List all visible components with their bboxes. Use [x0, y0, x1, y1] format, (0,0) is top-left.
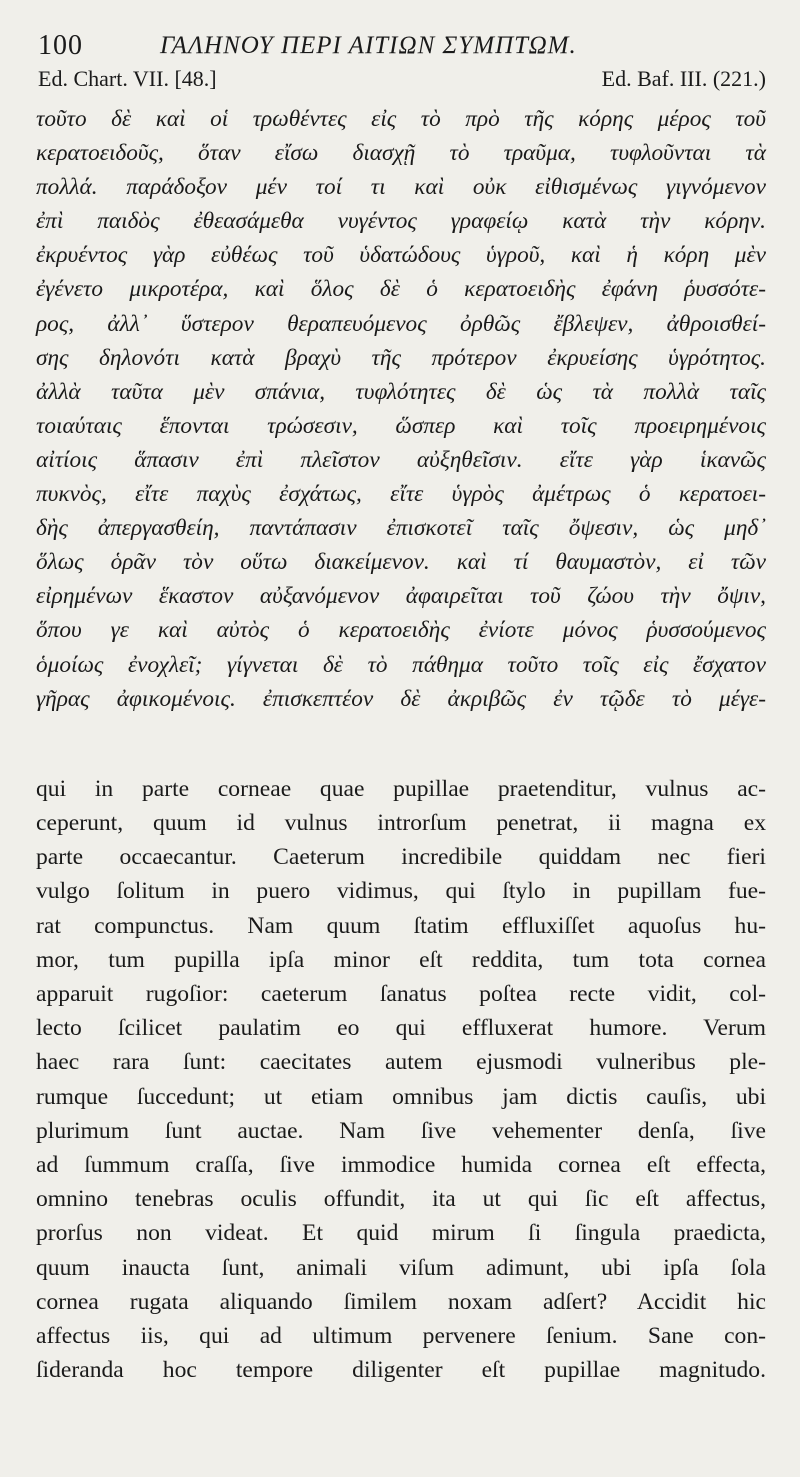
- edition-references: [36, 66, 766, 102]
- greek-line: πυκνὸς, εἴτε παχὺς ἐσχάτως, εἴτε ὑγρὸς ἀμέτρως ὁ κερατοει-: [36, 481, 766, 508]
- greek-line: τοῦτο δὲ καὶ οἱ τρωθέντες εἰς τὸ πρὸ τῆς κόρης μέρος τοῦ: [36, 106, 766, 132]
- latin-line: cornea rugata aliquando ſimilem noxam adſert? Accidit hic: [36, 1288, 766, 1315]
- greek-line: πολλά. παράδοξον μέν τοί τι καὶ οὐκ εἰθισμένως γιγνόμενον: [36, 174, 766, 201]
- latin-line: qui in parte corneae quae pupillae praetenditur, vulnus ac-: [36, 775, 766, 802]
- latin-line: vulgo ſolitum in puero vidimus, qui ſtylo in pupillam fue-: [36, 878, 766, 905]
- greek-line: κερατοειδοῦς, ὅταν εἴσω διασχῇ τὸ τραῦμα, τυφλοῦνται τὰ: [36, 140, 766, 167]
- greek-line: ὁμοίως ἐνοχλεῖ; γίγνεται δὲ τὸ πάθημα τοῦτο τοῖς εἰς ἔσχατον: [36, 651, 766, 678]
- latin-line: parte occaecantur. Caeterum incredibile quiddam nec fieri: [36, 844, 766, 871]
- greek-line: σης δηλονότι κατὰ βραχὺ τῆς πρότερον ἐκρυείσης ὑγρότητος.: [36, 344, 766, 371]
- latin-line: lecto ſcilicet paulatim eo qui effluxerat humore. Verum: [36, 1015, 766, 1042]
- running-title: ΓΑΛΗΝΟΥ ΠΕΡΙ ΑΙΤΙΩΝ ΣΥΜΠΤΩΜ.: [160, 32, 577, 59]
- latin-line: ceperunt, quum id vulnus introrſum penetrat, ii magna ex: [36, 809, 766, 836]
- latin-line: rat compunctus. Nam quum ſtatim effluxiſſet aquoſus hu-: [36, 912, 766, 939]
- latin-line: affectus iis, qui ad ultimum pervenere ſenium. Sane con-: [36, 1322, 766, 1349]
- edition-basel: Ed. Baf. III. (221.): [601, 66, 766, 91]
- latin-line: omnino tenebras oculis offundit, ita ut qui ſic eſt affectus,: [36, 1186, 766, 1213]
- latin-line: mor, tum pupilla ipſa minor eſt reddita, tum tota cornea: [36, 946, 766, 973]
- greek-line: ἐκρυέντος γὰρ εὐθέως τοῦ ὑδατώδους ὑγροῦ, καὶ ἡ κόρη μὲν: [36, 242, 766, 269]
- greek-line: δὴς ἀπεργασθείη, παντάπασιν ἐπισκοτεῖ ταῖς ὄψεσιν, ὡς μηδ᾽: [36, 515, 766, 542]
- latin-line: ad ſummum craſſa, ſive immodice humida cornea eſt effecta,: [36, 1151, 766, 1178]
- greek-line: εἰρημένων ἕκαστον αὐξανόμενον ἀφαιρεῖται τοῦ ζώου τὴν ὄψιν,: [36, 583, 766, 610]
- latin-line: rumque ſuccedunt; ut etiam omnibus jam dictis cauſis, ubi: [36, 1083, 766, 1110]
- greek-line: ὅλως ὁρᾶν τὸν οὕτω διακείμενον. καὶ τί θαυμαστὸν, εἰ τῶν: [36, 549, 766, 576]
- greek-line: τοιαύταις ἕπονται τρώσεσιν, ὥσπερ καὶ τοῖς προειρημένοις: [36, 412, 766, 439]
- greek-text-block: [36, 102, 766, 716]
- latin-line: quum inaucta ſunt, animali viſum adimunt, ubi ipſa ſola: [36, 1254, 766, 1281]
- book-page: [36, 28, 766, 1458]
- latin-line: apparuit rugoſior: caeterum ſanatus poſtea recte vidit, col-: [36, 980, 766, 1007]
- greek-line: ρος, ἀλλ᾽ ὕστερον θεραπευόμενος ὀρθῶς ἔβλεψεν, ἀθροισθεί-: [36, 310, 766, 337]
- greek-line: ὅπου γε καὶ αὐτὸς ὁ κερατοειδὴς ἐνίοτε μόνος ῥυσσούμενος: [36, 617, 766, 644]
- edition-chartier: Ed. Chart. VII. [48.]: [38, 66, 217, 91]
- greek-line: ἐγένετο μικροτέρα, καὶ ὅλος δὲ ὁ κερατοειδὴς ἐφάνη ῥυσσότε-: [36, 276, 766, 303]
- greek-line: ἐπὶ παιδὸς ἐθεασάμεθα νυγέντος γραφείῳ κατὰ τὴν κόρην.: [36, 208, 766, 235]
- greek-line: ἀλλὰ ταῦτα μὲν σπάνια, τυφλότητες δὲ ὡς τὰ πολλὰ ταῖς: [36, 378, 766, 405]
- page-number: 100: [38, 30, 83, 61]
- latin-line: plurimum ſunt auctae. Nam ſive vehementer denſa, ſive: [36, 1117, 766, 1144]
- latin-line: haec rara ſunt: caecitates autem ejusmodi vulneribus ple-: [36, 1049, 766, 1076]
- greek-line: αἰτίοις ἅπασιν ἐπὶ πλεῖστον αὐξηθεῖσιν. εἴτε γὰρ ἱκανῶς: [36, 446, 766, 473]
- page-header: [36, 28, 766, 66]
- latin-text-block: [36, 772, 766, 1388]
- latin-line: prorſus non videat. Et quid mirum ſi ſingula praedicta,: [36, 1220, 766, 1247]
- latin-line: ſideranda hoc tempore diligenter eſt pupillae magnitudo.: [36, 1357, 766, 1384]
- greek-line: γῆρας ἀφικομένοις. ἐπισκεπτέον δὲ ἀκριβῶς ἐν τῷδε τὸ μέγε-: [36, 685, 766, 712]
